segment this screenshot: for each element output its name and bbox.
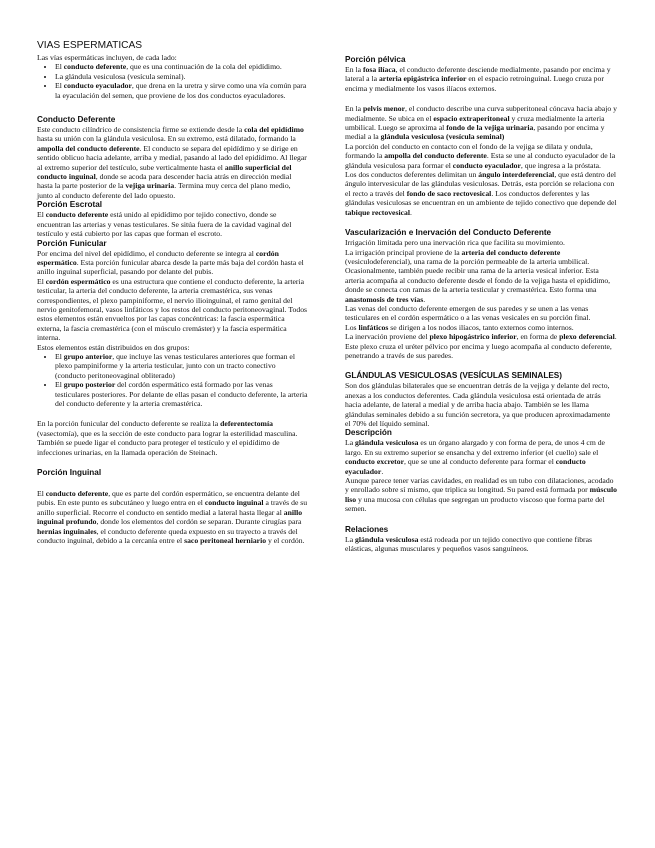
paragraph: Aunque parece tener varias cavidades, en realidad es un tubo con dilataciones, acodado y enrollado sobre sí mismo, que triplica su longitud. Su pared está formada por músculo liso y una mucosa con células que segregan un producto viscoso que forma parte del semen. (345, 476, 618, 514)
list-item: • El conducto eyaculador, que drena en la uretra y sirve como una vía común para la eyaculación del semen, que proviene de los dos conductos eyaculadores. (55, 81, 308, 100)
left-column (37, 38, 308, 545)
paragraph: La porción del conducto en contacto con el fondo de la vejiga se dilata y ondula, formando la ampolla del conducto deferente. Esta se une al conducto eyaculador de la glándula vesiculosa para formar el conducto eyaculador, que ingresa a la próstata. (345, 141, 616, 170)
paragraph: El conducto deferente está unido al epidídimo por tejido conectivo, donde se encuentran las arterias y venas testiculares. Se sitúa fuera de la cavidad vaginal del testículo y está cubierto por las capas que forman el escroto. (37, 210, 292, 239)
section-heading: Porción Funicular (37, 238, 107, 248)
page-title: VIAS ESPERMATICAS (37, 40, 143, 51)
section-heading: Descripción (345, 428, 392, 438)
list-item: • El conducto deferente, que es una continuación de la cola del epidídimo. (55, 62, 308, 71)
section-heading: GLÁNDULAS VESICULOSAS (VESÍCULAS SEMINALES) (345, 371, 562, 381)
paragraph: La glándula vesiculosa es un órgano alargado y con forma de pera, de unos 4 cm de largo. En su extremo superior se ensancha y del extremo inferior (el cuello) sale el conducto excretor, que se une al conducto deferente para formar el conducto eyaculador. (345, 438, 605, 476)
intro-paragraph: Las vías espermáticas incluyen, de cada lado: (37, 53, 177, 62)
paragraph: Estos elementos están distribuidos en dos grupos: (37, 342, 190, 352)
paragraph: La irrigación principal proviene de la arteria del conducto deferente (vesiculodeferencial), una rama de la porción permeable de la arteria umbilical. Ocasionalmente, también puede recibir una rama de la arteria vesical inferior. Esta arteria acompaña al conducto deferente desde el fondo de la vejiga hasta el epidídimo, donde se conecta con ramas de la arteria testicular y cremastérica. Esto forma una anastomosis de tres vías. (345, 247, 611, 304)
list-item: • La glándula vesiculosa (vesícula seminal). (55, 72, 308, 81)
paragraph: La glándula vesiculosa está rodeada por un tejido conectivo que contiene fibras elásticas, algunas musculares y pequeños vasos sanguíneos. (345, 534, 593, 554)
paragraph: El conducto deferente, que es parte del cordón espermático, se encuentra delante del pubis. En este punto es subcutáneo y luego entra en el conducto inguinal a través de su anillo superficial. Recorre el conducto en sentido medial a lateral hasta llegar al anillo inguinal profundo, donde los elementos del cordón se separan. Durante cirugías para hernias inguinales, el conducto deferente queda expuesto en su trayecto a través del conducto inguinal, debido a la cercanía entre el saco peritoneal herniario y el cordón. (37, 489, 308, 546)
paragraph: Las venas del conducto deferente emergen de sus paredes y se unen a las venas testiculares en el cordón espermático o a las venas vesicales en su porción final. (345, 303, 591, 323)
list-item: • El grupo posterior del cordón espermático está formado por las venas testiculares posteriores. Por delante de ellas pasan el conducto deferente, la arteria del conducto deferente y la arteria cremastérica. (55, 380, 308, 408)
paragraph: Este conducto cilíndrico de consistencia firme se extiende desde la cola del epidídimo hasta su unión con la glándula vesiculosa. En su extremo, está dilatado, formando la ampolla del conducto deferente. El conducto se separa del epidídimo y se dirige en sentido oblicuo hacia adelante, arriba y medial, pasando al lado del epidídimo. Al llegar al extremo superior del testículo, sube verticalmente hasta el anillo superficial del conducto inguinal, donde se acoda para descender hacia atrás en dirección medial hasta la parte posterior de la vejiga urinaria. Termina muy cerca del plano medio, junto al conducto deferente del lado opuesto. (37, 125, 307, 200)
paragraph: La inervación proviene del plexo hipogástrico inferior, en forma de plexo deferencial. Este plexo cruza el uréter pélvico por encima y luego acompaña al conducto deferente, penetrando a través de sus paredes. (345, 332, 617, 360)
intro-list (37, 62, 308, 100)
paragraph: Los linfáticos se dirigen a los nodos ilíacos, tanto externos como internos. (345, 322, 574, 332)
section-heading: Porción Inguinal (37, 468, 102, 478)
list-item: • El grupo anterior, que incluye las venas testiculares anteriores que forman el plexo pampiniforme y la arteria testicular, junto con un tracto conectivo (conducto peritoneovaginal obliterado) (55, 352, 308, 380)
paragraph: Los dos conductos deferentes delimitan un ángulo interdeferencial, que está dentro del ángulo intervesicular de las glándulas vesiculosas. Detrás, esta porción se relaciona con el recto a través del fondo de saco rectovesical. Los conductos deferentes y las glándulas vesiculosas se encuentran en un ambiente de tejido conectivo que depende del tabique rectovesical. (345, 170, 617, 217)
paragraph: En la pelvis menor, el conducto describe una curva subperitoneal cóncava hacia abajo y medialmente. Se ubica en el espacio extraperitoneal y cruza medialmente la arteria umbilical. Luego se aproxima al fondo de la vejiga urinaria, pasando por encima y medial a la glándula vesiculosa (vesícula seminal) (345, 104, 617, 142)
paragraph: El cordón espermático es una estructura que contiene el conducto deferente, la arteria testicular, la arteria del conducto deferente, la arteria cremastérica, sus venas correspondientes, el plexo pampiniforme, el nervio ilioinguinal, el ramo genital del nervio genitofemoral, vasos linfáticos y los restos del conducto peritoneovaginal. Todos estos elementos están envueltos por las capas concéntricas: la fascia espermática externa, la fascia cremastérica (con el músculo cremáster) y la fascia espermática interna. (37, 276, 308, 343)
paragraph: Son dos glándulas bilaterales que se encuentran detrás de la vejiga y delante del recto, anexas a los conductos deferentes. Cada glándula vesiculosa está orientada de atrás hacia adelante, de lateral a medial y de arriba hacia abajo. También se les llama glándulas seminales debido a su función secretora, ya que producen aproximadamente el 70% del líquido seminal. (345, 381, 611, 428)
paragraph: Irrigación limitada pero una inervación rica que facilita su movimiento. (345, 238, 565, 248)
section-heading: Conducto Deferente (37, 115, 116, 125)
section-heading: Relaciones (345, 524, 389, 534)
section-heading: Porción Escrotal (37, 200, 103, 210)
section-heading: Porción pélvica (345, 55, 406, 64)
section-heading: Vascularización e Inervación del Conducto Deferente (345, 228, 552, 238)
paragraph: En la fosa ilíaca, el conducto deferente desciende medialmente, pasando por encima y lateral a la arteria epigástrica inferior en el espacio retroinguinal. Luego cruza por encima y medialmente los vasos ilíacos externos. (345, 65, 611, 93)
paragraph: En la porción funicular del conducto deferente se realiza la deferentectomía (vasectomía), que es la sección de este conducto para lograr la esterilidad masculina. También se puede ligar el conducto para proteger el testículo y el epidídimo de infecciones urinarias, en la llamada operación de Steinach. (37, 419, 298, 457)
groups-list (37, 352, 308, 408)
right-column (345, 55, 617, 553)
paragraph: Por encima del nivel del epidídimo, el conducto deferente se integra al cordón espermático. Esta porción funicular abarca desde la parte más baja del cordón hasta el anillo inguinal superficial, pasando por delante del pubis. (37, 248, 304, 277)
